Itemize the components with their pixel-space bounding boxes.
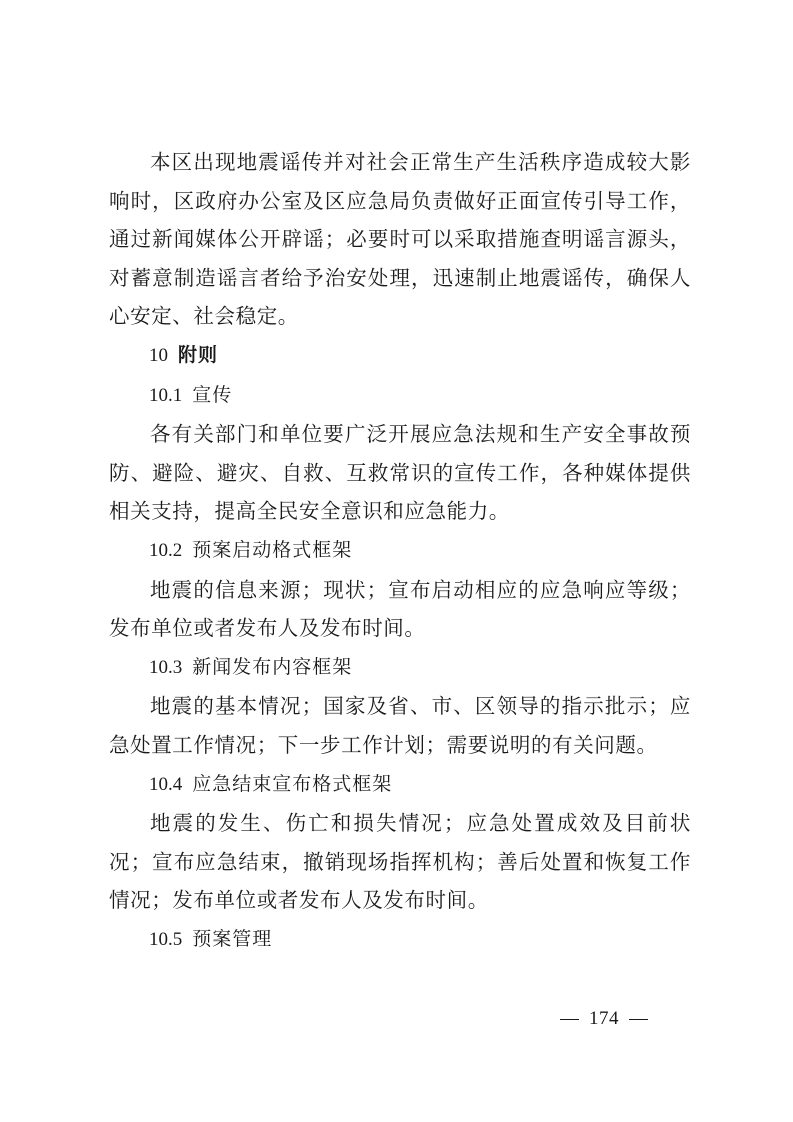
section-number: 10 [149, 344, 168, 366]
body-paragraph: 各有关部门和单位要广泛开展应急法规和生产安全事故预防、避险、避灾、自救、互救常识的宣传工作，各种媒体提供相关支持，提高全民安全意识和应急能力。 [109, 422, 691, 524]
section-heading [109, 531, 691, 571]
page-number: 174 [589, 1008, 619, 1029]
body-paragraph: 地震的基本情况；国家及省、市、区领导的指示批示；应急处置工作情况；下一步工作计划；需要说明的有关问题。 [109, 694, 691, 757]
section-number: 10.4 [149, 773, 183, 795]
section-title: 预案启动格式框架 [192, 538, 353, 561]
section-number: 10.3 [149, 656, 183, 678]
body-paragraph: 地震的信息来源；现状；宣布启动相应的应急响应等级；发布单位或者发布人及发布时间。 [109, 577, 691, 641]
section-title: 宣传 [192, 383, 233, 406]
document-body [109, 143, 691, 959]
section-title: 新闻发布内容框架 [192, 655, 353, 678]
section-heading [109, 765, 691, 805]
section-number: 10.2 [149, 539, 183, 561]
section-title: 附则 [178, 343, 219, 366]
body-paragraph: 本区出现地震谣传并对社会正常生产生活秩序造成较大影响时，区政府办公室及区应急局负责做好正面宣传引导工作，通过新闻媒体公开辟谣；必要时可以采取措施查明谣言源头，对蓄意制造谣言者给予治安处理，迅速制止地震谣传，确保人心安定、社会稳定。 [109, 150, 691, 329]
section-heading [109, 376, 691, 416]
section-number: 10.1 [149, 384, 183, 406]
body-paragraph: 地震的发生、伤亡和损失情况；应急处置成效及目前状况；宣布应急结束，撤销现场指挥机构；善后处置和恢复工作情况；发布单位或者发布人及发布时间。 [109, 811, 691, 913]
page-footer [560, 1004, 700, 1034]
section-heading [109, 648, 691, 688]
footer-dash-right [629, 1019, 648, 1020]
section-heading [109, 336, 691, 376]
section-heading [109, 920, 691, 960]
footer-dash-left [560, 1019, 579, 1020]
section-title: 预案管理 [192, 927, 273, 950]
section-number: 10.5 [149, 928, 183, 950]
section-title: 应急结束宣布格式框架 [192, 772, 393, 795]
